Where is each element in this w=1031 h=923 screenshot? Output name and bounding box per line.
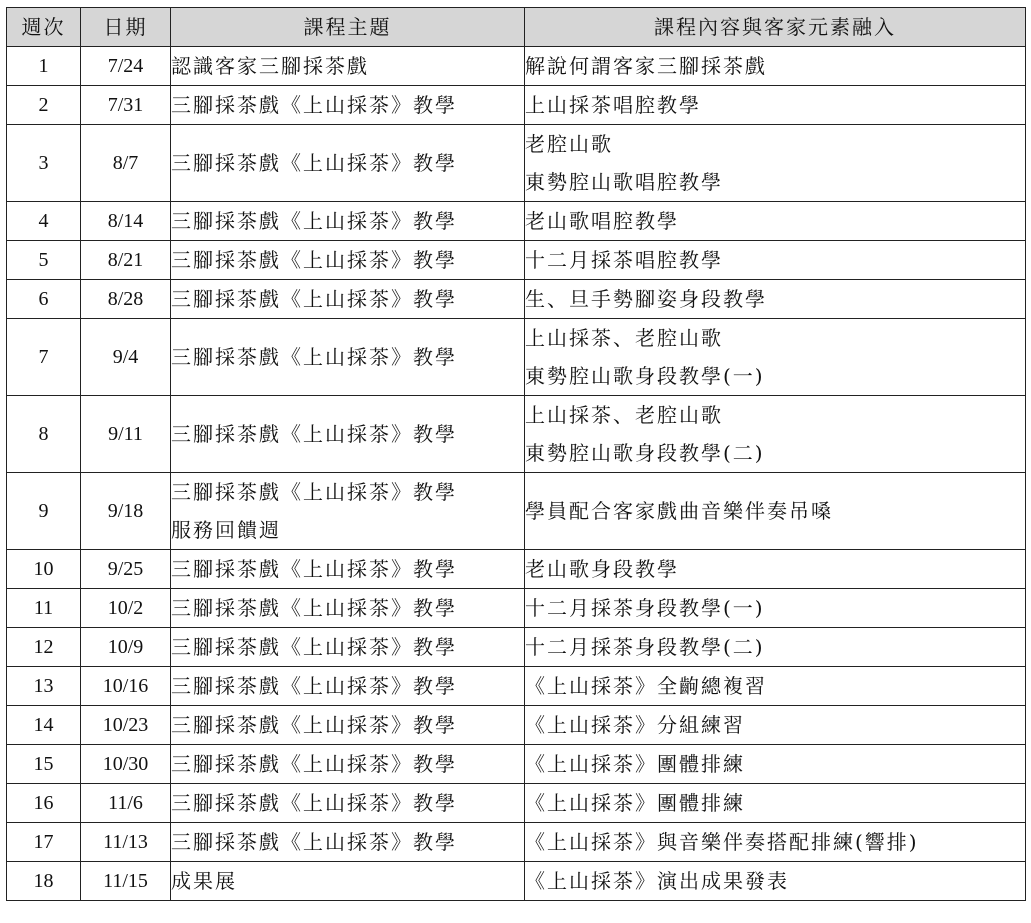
cell-week: 11	[7, 589, 81, 628]
cell-week: 14	[7, 706, 81, 745]
cell-content	[525, 396, 1026, 473]
topic-line: 三腳採茶戲《上山採茶》教學	[171, 557, 457, 581]
content-line: 《上山採茶》團體排練	[525, 752, 745, 776]
table-row	[7, 706, 1026, 745]
table-row	[7, 86, 1026, 125]
cell-topic	[171, 473, 525, 550]
topic-line: 三腳採茶戲《上山採茶》教學	[171, 674, 457, 698]
content-line: 《上山採茶》與音樂伴奏搭配排練(響排)	[525, 830, 919, 854]
content-line: 上山採茶、老腔山歌	[525, 403, 723, 427]
topic-line: 三腳採茶戲《上山採茶》教學	[171, 791, 457, 815]
topic-line: 服務回饋週	[171, 518, 281, 542]
cell-topic	[171, 125, 525, 202]
header-content: 課程內容與客家元素融入	[525, 8, 1026, 47]
topic-line: 三腳採茶戲《上山採茶》教學	[171, 830, 457, 854]
content-line: 老山歌身段教學	[525, 557, 679, 581]
cell-date: 10/16	[81, 667, 171, 706]
content-line: 《上山採茶》演出成果發表	[525, 869, 789, 893]
cell-topic	[171, 667, 525, 706]
header-date: 日期	[81, 8, 171, 47]
cell-week: 10	[7, 550, 81, 589]
content-line: 《上山採茶》團體排練	[525, 791, 745, 815]
cell-topic	[171, 86, 525, 125]
cell-date: 7/24	[81, 47, 171, 86]
cell-week: 2	[7, 86, 81, 125]
cell-week: 13	[7, 667, 81, 706]
cell-week: 9	[7, 473, 81, 550]
cell-week: 3	[7, 125, 81, 202]
cell-date: 9/11	[81, 396, 171, 473]
cell-content	[525, 125, 1026, 202]
topic-line: 三腳採茶戲《上山採茶》教學	[171, 480, 457, 504]
table-row	[7, 396, 1026, 473]
cell-week: 17	[7, 823, 81, 862]
content-line: 東勢腔山歌唱腔教學	[525, 170, 723, 194]
cell-topic	[171, 745, 525, 784]
cell-date: 10/2	[81, 589, 171, 628]
cell-content	[525, 473, 1026, 550]
cell-week: 15	[7, 745, 81, 784]
cell-content	[525, 86, 1026, 125]
cell-date: 11/15	[81, 862, 171, 901]
table-row	[7, 862, 1026, 901]
cell-topic	[171, 862, 525, 901]
table-row	[7, 667, 1026, 706]
cell-content	[525, 319, 1026, 396]
topic-line: 認識客家三腳採茶戲	[171, 54, 369, 78]
topic-line: 三腳採茶戲《上山採茶》教學	[171, 287, 457, 311]
cell-week: 7	[7, 319, 81, 396]
topic-line: 三腳採茶戲《上山採茶》教學	[171, 713, 457, 737]
cell-content	[525, 589, 1026, 628]
cell-date: 7/31	[81, 86, 171, 125]
topic-line: 三腳採茶戲《上山採茶》教學	[171, 151, 457, 175]
table-row	[7, 319, 1026, 396]
topic-line: 三腳採茶戲《上山採茶》教學	[171, 752, 457, 776]
content-line: 生、旦手勢腳姿身段教學	[525, 287, 767, 311]
cell-content	[525, 47, 1026, 86]
table-row	[7, 47, 1026, 86]
cell-content	[525, 241, 1026, 280]
table-row	[7, 550, 1026, 589]
table-row	[7, 745, 1026, 784]
cell-topic	[171, 202, 525, 241]
table-row	[7, 125, 1026, 202]
cell-date: 8/21	[81, 241, 171, 280]
cell-topic	[171, 241, 525, 280]
content-line: 東勢腔山歌身段教學(一)	[525, 364, 765, 388]
cell-week: 8	[7, 396, 81, 473]
table-body	[7, 47, 1026, 901]
topic-line: 三腳採茶戲《上山採茶》教學	[171, 422, 457, 446]
cell-content	[525, 745, 1026, 784]
cell-topic	[171, 706, 525, 745]
topic-line: 三腳採茶戲《上山採茶》教學	[171, 635, 457, 659]
table-row	[7, 473, 1026, 550]
cell-topic	[171, 47, 525, 86]
cell-date: 8/28	[81, 280, 171, 319]
header-week: 週次	[7, 8, 81, 47]
content-line: 老山歌唱腔教學	[525, 209, 679, 233]
table-row	[7, 241, 1026, 280]
cell-content	[525, 823, 1026, 862]
cell-topic	[171, 550, 525, 589]
cell-date: 10/9	[81, 628, 171, 667]
topic-line: 成果展	[171, 869, 237, 893]
topic-line: 三腳採茶戲《上山採茶》教學	[171, 93, 457, 117]
table-row	[7, 628, 1026, 667]
content-line: 《上山採茶》分組練習	[525, 713, 745, 737]
table-row	[7, 589, 1026, 628]
cell-topic	[171, 589, 525, 628]
cell-topic	[171, 396, 525, 473]
table-row	[7, 202, 1026, 241]
topic-line: 三腳採茶戲《上山採茶》教學	[171, 209, 457, 233]
cell-date: 10/30	[81, 745, 171, 784]
cell-week: 18	[7, 862, 81, 901]
course-schedule-table	[6, 7, 1026, 901]
cell-content	[525, 628, 1026, 667]
cell-content	[525, 706, 1026, 745]
cell-date: 10/23	[81, 706, 171, 745]
cell-week: 4	[7, 202, 81, 241]
cell-topic	[171, 823, 525, 862]
content-line: 十二月採茶唱腔教學	[525, 248, 723, 272]
cell-week: 16	[7, 784, 81, 823]
cell-week: 1	[7, 47, 81, 86]
content-line: 《上山採茶》全齣總複習	[525, 674, 767, 698]
cell-topic	[171, 319, 525, 396]
header-topic: 課程主題	[171, 8, 525, 47]
content-line: 十二月採茶身段教學(一)	[525, 596, 765, 620]
table-row	[7, 784, 1026, 823]
content-line: 上山採茶、老腔山歌	[525, 326, 723, 350]
topic-line: 三腳採茶戲《上山採茶》教學	[171, 345, 457, 369]
cell-content	[525, 202, 1026, 241]
cell-content	[525, 862, 1026, 901]
table-row	[7, 823, 1026, 862]
cell-content	[525, 784, 1026, 823]
cell-week: 12	[7, 628, 81, 667]
content-line: 學員配合客家戲曲音樂伴奏吊嗓	[525, 499, 833, 523]
cell-topic	[171, 628, 525, 667]
cell-content	[525, 550, 1026, 589]
cell-topic	[171, 784, 525, 823]
cell-date: 8/7	[81, 125, 171, 202]
cell-week: 6	[7, 280, 81, 319]
cell-date: 9/18	[81, 473, 171, 550]
cell-date: 9/25	[81, 550, 171, 589]
content-line: 解說何謂客家三腳採茶戲	[525, 54, 767, 78]
topic-line: 三腳採茶戲《上山採茶》教學	[171, 248, 457, 272]
content-line: 上山採茶唱腔教學	[525, 93, 701, 117]
content-line: 十二月採茶身段教學(二)	[525, 635, 765, 659]
table-row	[7, 280, 1026, 319]
cell-content	[525, 280, 1026, 319]
cell-topic	[171, 280, 525, 319]
content-line: 東勢腔山歌身段教學(二)	[525, 441, 765, 465]
content-line: 老腔山歌	[525, 132, 613, 156]
cell-date: 9/4	[81, 319, 171, 396]
cell-content	[525, 667, 1026, 706]
table-header-row	[7, 8, 1026, 47]
cell-date: 11/13	[81, 823, 171, 862]
topic-line: 三腳採茶戲《上山採茶》教學	[171, 596, 457, 620]
cell-date: 8/14	[81, 202, 171, 241]
cell-date: 11/6	[81, 784, 171, 823]
cell-week: 5	[7, 241, 81, 280]
